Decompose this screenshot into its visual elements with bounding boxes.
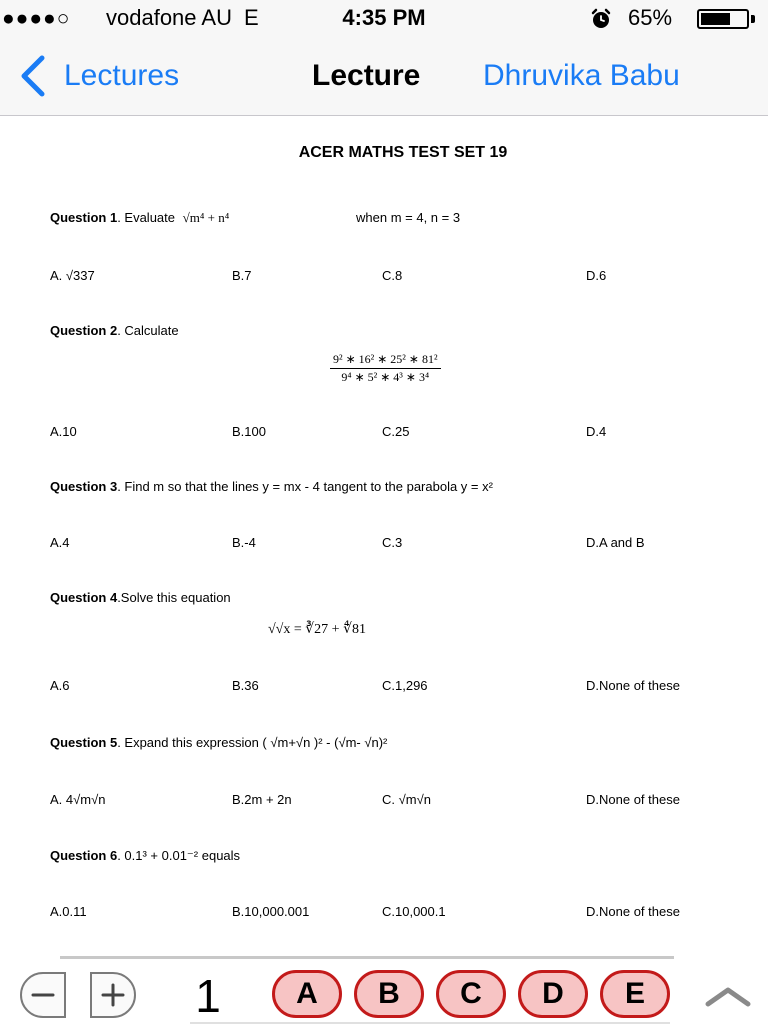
question-4-label: Question 4 <box>50 590 118 605</box>
question-6-text: . 0.1³ + 0.01⁻² equals <box>117 848 241 863</box>
question-2-text: . Calculate <box>117 323 179 338</box>
question-4-option-d: D.None of these <box>586 678 680 693</box>
question-5-text: . Expand this expression ( √m+√n )² - (√m- √n)² <box>117 735 388 750</box>
question-3-option-d: D.A and B <box>586 535 645 550</box>
question-1-option-b: B.7 <box>232 268 252 283</box>
chevron-left-icon <box>16 54 50 98</box>
answer-e-button[interactable]: E <box>600 970 670 1018</box>
answer-a-button[interactable]: A <box>272 970 342 1018</box>
question-4-text: .Solve this equation <box>117 590 231 605</box>
plus-icon <box>100 982 126 1008</box>
chevron-up-icon[interactable] <box>704 984 752 1008</box>
question-1-label: Question 1 <box>50 210 118 225</box>
question-2-option-a: A.10 <box>50 424 77 439</box>
question-4 <box>50 590 231 605</box>
alarm-clock-icon <box>590 8 612 30</box>
question-6-option-a: A.0.11 <box>50 904 87 919</box>
question-1-text: . Evaluate <box>117 210 176 225</box>
question-6-label: Question 6 <box>50 848 118 863</box>
question-2-option-d: D.4 <box>586 424 607 439</box>
pdf-document-page[interactable] <box>0 116 768 956</box>
answer-d-button[interactable]: D <box>518 970 588 1018</box>
question-3-text: . Find m so that the lines y = mx - 4 tangent to the parabola y = x² <box>117 479 493 494</box>
question-1-option-c: C.8 <box>382 268 403 283</box>
answer-c-button[interactable]: C <box>436 970 506 1018</box>
answer-toolbar <box>0 956 768 1024</box>
question-4-option-b: B.36 <box>232 678 259 693</box>
back-button-label: Lectures <box>64 59 180 92</box>
user-name-link[interactable]: Dhruvika Babu <box>483 59 680 92</box>
question-2-numerator: 9² ∗ 16² ∗ 25² ∗ 81² <box>330 352 441 369</box>
signal-strength-icon: ●●●●○ <box>2 7 71 30</box>
question-2-option-c: C.25 <box>382 424 410 439</box>
question-2-label: Question 2 <box>50 323 118 338</box>
status-bar <box>0 0 768 38</box>
question-2-denominator: 9⁴ ∗ 5² ∗ 4³ ∗ 3⁴ <box>341 370 430 384</box>
zoom-in-button[interactable] <box>90 972 136 1018</box>
question-2-fraction <box>330 352 441 385</box>
question-5-option-d: D.None of these <box>586 792 680 807</box>
question-1-option-a: A. √337 <box>50 268 95 283</box>
battery-terminal <box>751 15 755 23</box>
question-1-option-d: D.6 <box>586 268 607 283</box>
zoom-out-button[interactable] <box>20 972 66 1018</box>
question-6-option-c: C.10,000.1 <box>382 904 446 919</box>
question-6-option-d: D.None of these <box>586 904 680 919</box>
toolbar-divider-top <box>60 956 674 959</box>
question-5-label: Question 5 <box>50 735 118 750</box>
question-6-option-b: B.10,000.001 <box>232 904 310 919</box>
minus-icon <box>30 982 56 1008</box>
navigation-bar <box>0 38 768 116</box>
network-type: E <box>244 5 259 30</box>
question-1-condition: when m = 4, n = 3 <box>356 210 461 225</box>
question-3-option-b: B.-4 <box>232 535 256 550</box>
question-5-option-b: B.2m + 2n <box>232 792 292 807</box>
battery-icon <box>697 9 749 29</box>
question-1 <box>50 210 461 226</box>
battery-percent: 65% <box>628 5 673 30</box>
page-number: 1 <box>195 970 221 1022</box>
document-title: ACER MATHS TEST SET 19 <box>298 144 508 161</box>
question-4-equation: √√x = ∛27 + ∜81 <box>268 622 366 637</box>
question-3-option-c: C.3 <box>382 535 403 550</box>
answer-b-button[interactable]: B <box>354 970 424 1018</box>
question-5-option-a: A. 4√m√n <box>50 792 106 807</box>
back-button[interactable] <box>16 54 179 98</box>
question-5-option-c: C. √m√n <box>382 792 431 807</box>
question-3-option-a: A.4 <box>50 535 70 550</box>
question-2-option-b: B.100 <box>232 424 266 439</box>
question-5 <box>50 735 387 750</box>
status-time: 4:35 PM <box>342 5 426 30</box>
question-4-option-a: A.6 <box>50 678 70 693</box>
question-1-math: √m⁴ + n⁴ <box>182 210 230 225</box>
battery-level-fill <box>701 13 730 25</box>
carrier-name: vodafone AU <box>106 5 232 30</box>
nav-title: Lecture <box>312 59 421 92</box>
question-2 <box>50 323 179 338</box>
question-3-label: Question 3 <box>50 479 118 494</box>
question-4-option-c: C.1,296 <box>382 678 428 693</box>
question-6 <box>50 848 240 864</box>
question-3 <box>50 479 493 494</box>
